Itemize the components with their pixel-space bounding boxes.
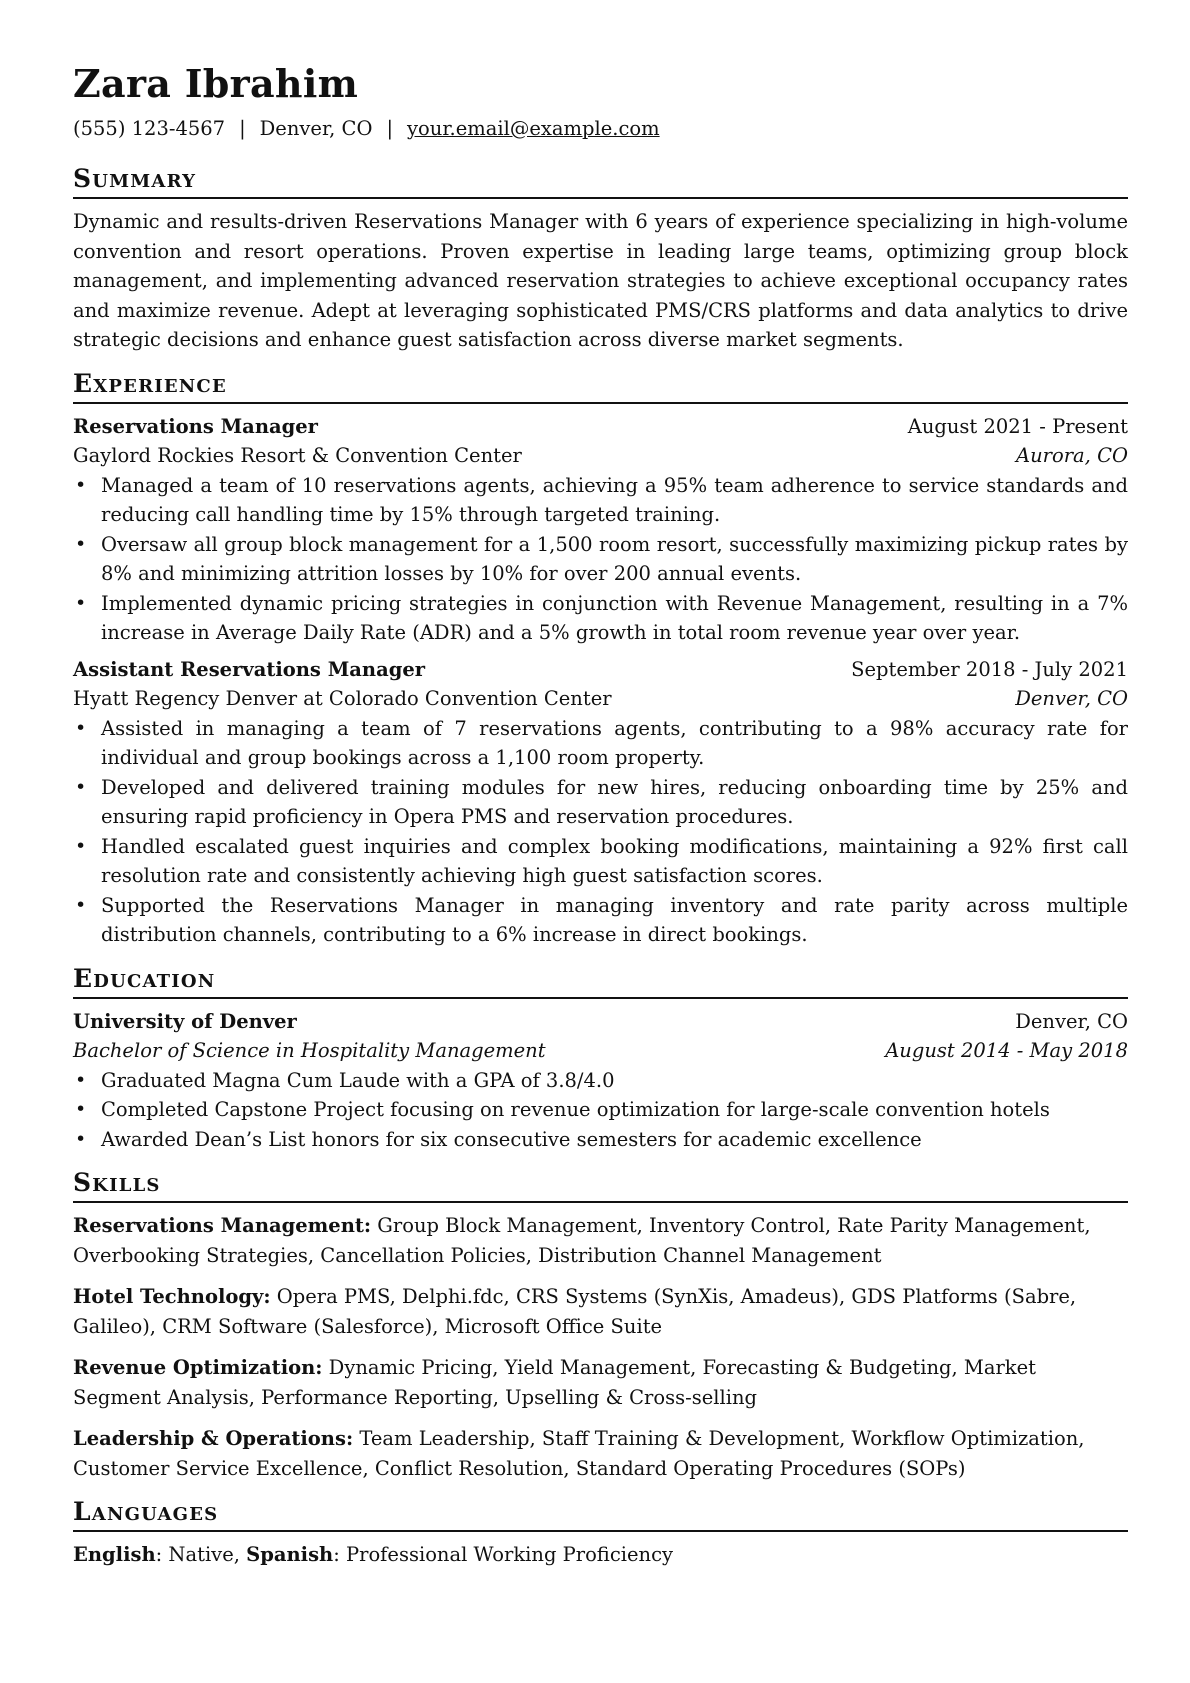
bullet-list	[73, 714, 1128, 950]
resume-page	[73, 58, 1128, 1570]
job-title: Reservations Manager	[73, 414, 318, 438]
section-divider	[73, 1201, 1128, 1203]
job-dates: August 2021 - Present	[907, 414, 1128, 438]
job-location: Denver, CO	[1015, 687, 1128, 710]
experience-section	[73, 369, 1128, 950]
list-item: • Awarded Dean’s List honors for six consecutive semesters for academic excellence	[101, 1125, 1128, 1155]
phone: (555) 123-4567	[73, 117, 226, 140]
job-location: Aurora, CO	[1016, 444, 1128, 467]
list-item: • Graduated Magna Cum Laude with a GPA of 3.8/4.0	[101, 1066, 1128, 1096]
experience-entry	[73, 412, 1128, 648]
degree: Bachelor of Science in Hospitality Management	[73, 1039, 546, 1062]
list-item: • Implemented dynamic pricing strategies in conjunction with Revenue Management, resulting in a 7% increase in Average Daily Rate (ADR) and a 5% growth in total room revenue year over year.	[101, 589, 1128, 648]
list-item: • Supported the Reservations Manager in managing inventory and rate parity across multiple distribution channels, contributing to a 6% increase in direct bookings.	[101, 891, 1128, 950]
list-item: • Completed Capstone Project focusing on revenue optimization for large-scale convention hotels	[101, 1095, 1128, 1125]
list-item: • Managed a team of 10 reservations agents, achieving a 95% team adherence to service standards and reducing call handling time by 15% through targeted training.	[101, 471, 1128, 530]
skill-text: Opera PMS, Delphi.fdc, CRS Systems (SynXis, Amadeus), GDS Platforms (Sabre, Galileo), CRM Software (Salesforce), Microsoft Office Suite	[73, 1285, 1077, 1338]
skill-text: Dynamic Pricing, Yield Management, Forecasting & Budgeting, Market Segment Analysis, Performance Reporting, Upselling & Cross-selling	[73, 1356, 1036, 1409]
skill-group	[73, 1424, 1128, 1483]
location: Denver, CO	[259, 117, 373, 140]
section-title-summary: Summary	[73, 164, 197, 193]
bullet-list	[73, 471, 1128, 648]
job-dates: September 2018 - July 2021	[851, 657, 1128, 681]
section-title-experience: Experience	[73, 368, 227, 398]
school-name: University of Denver	[73, 1009, 297, 1033]
language-level: : Professional Working Proficiency	[333, 1543, 674, 1566]
skill-text: Team Leadership, Staff Training & Development, Workflow Optimization, Customer Service Excellence, Conflict Resolution, Standard Operating Procedures (SOPs)	[73, 1427, 1085, 1480]
skill-group	[73, 1282, 1128, 1341]
separator: |	[239, 117, 246, 140]
skill-label: Revenue Optimization:	[73, 1356, 323, 1379]
education-dates: August 2014 - May 2018	[885, 1039, 1128, 1062]
languages-section	[73, 1497, 1128, 1570]
list-item: • Developed and delivered training modules for new hires, reducing onboarding time by 25% and ensuring rapid proficiency in Opera PMS and reservation procedures.	[101, 773, 1128, 832]
company-name: Gaylord Rockies Resort & Convention Center	[73, 444, 522, 467]
list-item: • Oversaw all group block management for a 1,500 room resort, successfully maximizing pickup rates by 8% and minimizing attrition losses by 10% for over 200 annual events.	[101, 530, 1128, 589]
experience-entry	[73, 655, 1128, 950]
section-title-skills: Skills	[73, 1168, 161, 1197]
summary-text: Dynamic and results-driven Reservations Manager with 6 years of experience specializing in high-volume convention and resort operations. Proven expertise in leading large teams, optimizing group block management, and implementing advanced reservation strategies to achieve exceptional occupancy rates and maximize revenue. Adept at leveraging sophisticated PMS/CRS platforms and data analytics to drive strategic decisions and enhance guest satisfaction across diverse market segments.	[73, 210, 1128, 351]
languages-line	[73, 1540, 1128, 1570]
skill-group	[73, 1211, 1128, 1270]
skill-label: Hotel Technology:	[73, 1285, 271, 1308]
section-title-education: Education	[73, 963, 216, 993]
skill-group	[73, 1353, 1128, 1412]
candidate-name: Zara Ibrahim	[73, 61, 359, 106]
separator: |	[386, 117, 394, 140]
school-location: Denver, CO	[1015, 1009, 1128, 1033]
section-divider	[73, 197, 1128, 199]
job-title: Assistant Reservations Manager	[73, 657, 426, 681]
education-section	[73, 964, 1128, 1155]
section-divider	[73, 997, 1128, 999]
language-level: : Native,	[155, 1543, 247, 1566]
skill-text: Group Block Management, Inventory Control, Rate Parity Management, Overbooking Strategies, Cancellation Policies, Distribution Channel Management	[73, 1214, 1091, 1267]
contact-line	[73, 116, 1128, 142]
section-divider	[73, 402, 1128, 404]
section-divider	[73, 1530, 1128, 1532]
list-item: • Assisted in managing a team of 7 reservations agents, contributing to a 98% accuracy rate for individual and group bookings across a 1,100 room property.	[101, 714, 1128, 773]
list-item: • Handled escalated guest inquiries and complex booking modifications, maintaining a 92% first call resolution rate and consistently achieving high guest satisfaction scores.	[101, 832, 1128, 891]
language-name: English	[73, 1543, 156, 1566]
language-name: Spanish	[246, 1543, 334, 1566]
skill-label: Leadership & Operations:	[73, 1427, 354, 1450]
email-link[interactable]: your.email@example.com	[407, 117, 660, 140]
skills-section	[73, 1168, 1128, 1483]
company-name: Hyatt Regency Denver at Colorado Convention Center	[73, 687, 612, 710]
skill-label: Reservations Management:	[73, 1214, 372, 1237]
bullet-list	[73, 1066, 1128, 1155]
section-title-languages: Languages	[73, 1497, 219, 1526]
summary-section	[73, 164, 1128, 355]
